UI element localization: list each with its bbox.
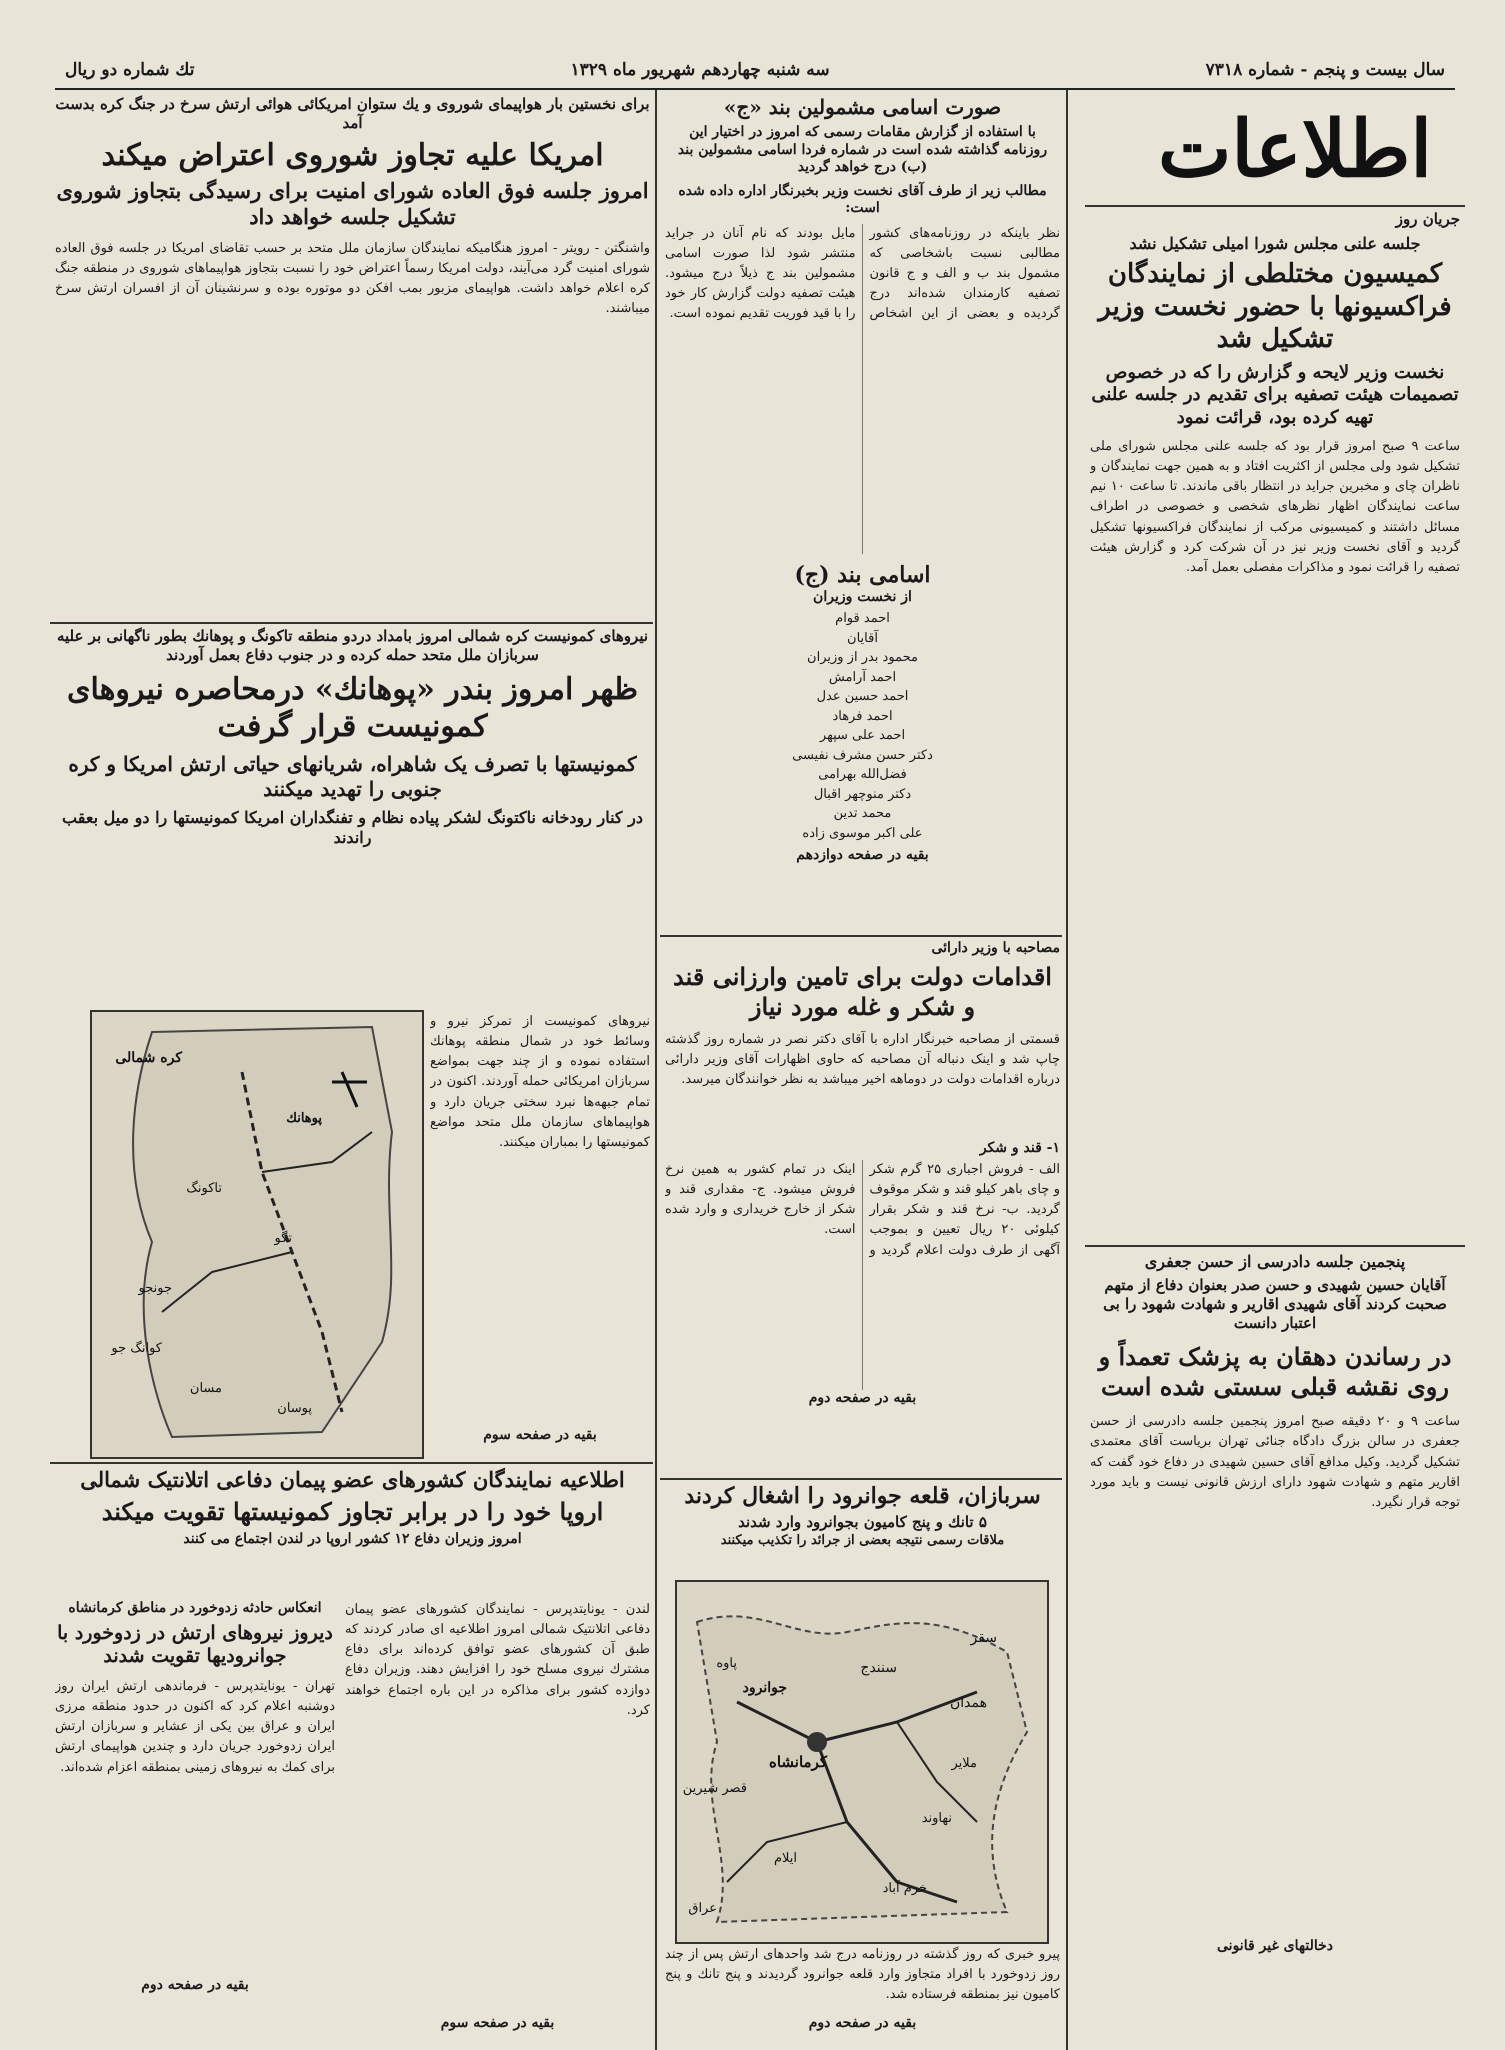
korea-war-story [55,627,650,1007]
interview-label: مصاحبه با وزیر دارائی [931,940,1060,956]
trial-body: ساعت ۹ و ۲۰ دقیقه صبح امروز پنجمین جلسه دادرسی از حسن جعفری در سالن بزرگ دادگاه جنائی تهران بریاست آقای معتمدی تشکیل گردید. وکیل مدافع آقای حسین شهیدی در دفاع خود گفت که اقاریر متهم و شهادت شهود دارای ارزش قانونی نیست و باید مورد توجه قرار نگیرد. [1090,1414,1460,1510]
trial-story [1090,1252,1460,2042]
headline: اطلاعیه نمایندگان کشورهای عضو پیمان دفاعی اتلانتیک شمالی [80,1467,625,1492]
interview-headline: اقدامات دولت برای تامین وارزانی قند و شکر و غله مورد نیاز [673,962,1052,1021]
column-rule [1066,90,1068,2050]
continuation-note: بقیه در صفحه دوم [808,2015,917,2031]
map-label: سقز [970,1630,997,1646]
list-item: فضل‌الله بهرامی [818,767,907,782]
subheadline: امروز جلسه فوق العاده شورای امنیت برای رسیدگی بتجاوز شوروی تشکیل جلسه خواهد داد [56,178,649,230]
header-bar [55,52,1455,90]
us-protest-story [55,95,650,620]
names-list-title: اسامی بند (ج) [794,561,931,588]
list-item: محمود بدر از وزیران [807,650,918,665]
map-label: تگو [274,1231,292,1246]
korea-war-body [430,1012,650,1455]
lead-story-majlis [1090,210,1460,1240]
purge-headline: صورت اسامی مشمولین بند «ج» [723,95,1002,119]
interview-body: الف - فروش اجباری ۲۵ گرم شکر و چای باهر کیلو قند و شکر موقوف گردید. ب- نرخ قند و شکر بقرار کیلوئی ۲۰ ریال تعیین و بموجب آگهی از طرف دولت اعلام گردید و اینک در تمام کشور به همین نرخ فروش میشود. ج- مقداری قند و شکر از خارج خریداری و وارد شده است. [665,1162,1060,1258]
map-label: پوهانك [286,1111,322,1126]
column-rule [655,90,657,2050]
article-body: واشنگتن - رویتر - امروز هنگامیکه نمایندگان سازمان ملل متحد بر حسب تقاضای امریکا در جلسه فوق العاده شورای امنیت گرد می‌آیند، دولت امریکا رسماً اعتراض خود را نسبت بتجاوز هواپیماهای شوروی در منطقه جنگ کره اعلام خواهد داشت. هواپیمای مزبور بمب افکن دو موتوره بوده و سرنشینان آن از افسران ارتش سرخ میباشند. [55,240,650,316]
subheadline: اروپا خود را در برابر تجاوز کمونیستها تقویت میکند [101,1497,604,1527]
map-label: قصر شیرین [682,1781,747,1796]
divider [660,1478,1062,1480]
purge-body: نظر باینکه در روزنامه‌های کشور مطالبی نسبت باشخاصی که مشمول بند ب و الف و ج قانون تصفیه کارمندان شده‌اند درج گردیده و بعضی از این اشخاص مایل بودند که نام آنان در جراید منتشر شود لذا صورت اسامی مشمولین بند ج ذیلاً درج میشود. هیئت تصفیه دولت گزارش کار خود را با قید فوریت تقدیم نموده است. [665,225,1060,322]
map-graphic [92,1012,422,1457]
map-label: کره شمالی [115,1050,182,1066]
list-item: دکتر حسن مشرف نفیسی [792,747,933,763]
map-label: خرم آباد [882,1881,927,1896]
map-label: سنندج [860,1660,897,1676]
subheadline: نخست وزیر لایحه و گزارش را که در خصوص تصمیمات هیئت تصفیه برای تقدیم در جلسه علنی تهیه کرده بود، قرائت نمود [1091,361,1459,428]
headline: انعکاس حادثه زدوخورد در مناطق کرمانشاه [68,1600,322,1616]
javanrud-subheadline-2: ملاقات رسمی نتیجه بعضی از جرائد را تکذیب میکنند [720,1533,1005,1549]
javanrud-story-header [665,1483,1060,1573]
article-body: نیروهای کمونیست از تمرکز نیرو و وسائط خود در شمال منطقه پوهانك استفاده نموده و از چند جهت بمواضع سربازان امریکائی حمله آوردند. اکنون در تمام جبهه‌ها نبرد سختی جریان دارد و هواپیماهای سازمان ملل متحد مواضع کمونیستها را بمباران میکنند. [430,1014,650,1150]
purge-lead: مطالب زیر از طرف آقای نخست وزیر بخبرنگار اداره داده شده است: [678,182,1047,216]
map-label: همدان [950,1695,987,1711]
divider [50,622,653,624]
headline: امریکا علیه تجاوز شوروی اعتراض میکند [101,137,604,173]
list-item: احمد علی سپهر [819,728,906,743]
interview-intro: قسمتی از مصاحبه خبرنگار اداره با آقای دکتر نصر در شماره روز گذشته چاپ شد و اینک دنباله آن مصاحبه که حاوی اظهارات آقای وزیر دارائی درباره اقدامات دولت در دوماهه اخیر میباشد به نظر خوانندگان میرسد. [665,1032,1060,1088]
map-label: تاکونگ [186,1181,222,1196]
list-item: احمد قوام [835,611,890,626]
continuation-note: بقیه در صفحه دوازدهم [796,847,929,863]
map-label: نهاوند [921,1811,952,1826]
map-label: کرمانشاه [768,1753,827,1771]
kermanshah-map [675,1580,1049,1944]
kicker: نیروهای کمونیست کره شمالی امروز بامداد دردو منطقه تاکونگ و پوهانك بطور ناگهانی بر علیه سربازان ملل متحد حمله کرده و در جنوب دفاع بعمل آوردند [56,627,649,664]
interview-item-title: ۱- قند و شکر [979,1140,1060,1156]
names-list [665,609,1060,843]
article-body: ساعت ۹ صبح امروز قرار بود که جلسه علنی مجلس شورای ملی تشکیل شود ولی مجلس از اکثریت افتاد و به همین جهت نمایندگان و ناظران چای و مخبرین جراید در انتظار باقی ماندند. تا ساعت ۱۰ نیم ساعت نمایندگان اظهار نظرهای شخصی و خصوصی در اطراف مسائل داشتند و کمیسیونی مرکب از نمایندگان فراکسیونها تشکیل گردید و آقای نخست وزیر نیز در آن شرکت کرد و گزارش هیئت تصفیه را قرائت نمود و مذاکرات مفصلی بعمل آمد. [1090,439,1460,575]
map-graphic [677,1582,1047,1942]
nato-body [345,1600,650,2045]
javanrud-subheadline: ۵ تانك و پنج کامیون بجوانرود وارد شدند [738,1512,987,1531]
map-label: پاوه [716,1656,737,1671]
headline: ظهر امروز بندر «پوهانك» درمحاصره نیروهای کمونیست قرار گرفت [66,671,639,744]
issue-number: سال بیست و پنجم - شماره ۷۳۱۸ [1205,60,1445,80]
subheadline: کمونیستها با تصرف یک شاهراه، شریانهای حیاتی ارتش امریکا و کره جنوبی را تهدید میکنند [68,751,637,801]
article-body: لندن - یونایتدپرس - نمایندگان کشورهای عضو پیمان دفاعی اتلانتیک شمالی امروز اطلاعیه ای صادر کردند که طبق آن کشورهای عضو توافق کرده‌اند برای دفاع مشترك نیروی مسلح خود را افزایش دهند. وزیران دفاع دوازده کشور برای مذاکره در این باره اجتماع خواهند کرد. [345,1602,650,1718]
divider [1085,1245,1465,1247]
map-label: جونجو [138,1281,172,1296]
issue-date: سه شنبه چهاردهم شهریور ماه ۱۳۲۹ [570,60,830,80]
divider [50,1462,653,1464]
kicker: برای نخستین بار هواپیمای شوروی و یك ستوان امریکائی هوائی ارتش سرخ در جنگ کره بدست آمد [55,95,650,132]
list-item: محمد تدین [833,806,892,821]
subheadline-2: امروز وزیران دفاع ۱۲ کشور اروپا در لندن اجتماع می کنند [183,1531,522,1548]
map-label: مسان [189,1381,222,1396]
javanrud-headline: سربازان، قلعه جوانرود را اشغال کردند [684,1483,1041,1509]
kicker: جلسه علنی مجلس شورا امیلی تشکیل نشد [1129,234,1421,253]
section-label: جریان روز [1395,210,1460,228]
list-item: دکتر منوچهر اقبال [813,786,912,802]
map-label: ملایر [951,1756,977,1771]
purge-subheadline: با استفاده از گزارش مقامات رسمی که امروز در اختیار این روزنامه گذاشته شده است در شماره فردا اسامی مشمولین بند (ب) درج خواهد گردید [677,124,1048,175]
map-label: جوانرود [742,1680,787,1696]
names-list-subtitle: از نخست وزیران [813,589,912,605]
list-item: احمد حسین عدل [816,689,909,704]
map-label: پوسان [277,1401,312,1416]
kermanshah-story [55,1600,335,2045]
list-item: علی اکبر موسوی زاده [802,825,923,841]
list-item: احمد فرهاد [832,708,893,724]
divider [1085,205,1465,207]
purge-list-story [665,95,1060,935]
divider [660,935,1062,937]
headline: کمیسیون مختلطی از نمایندگان فراکسیونها با حضور نخست وزیر تشکیل شد [1098,259,1452,354]
korea-map [90,1010,424,1459]
article-body: پیرو خبری که روز گذشته در روزنامه درج شد واحدهای ارتش پس از چند روز زدوخورد با افراد متجاوز وارد قلعه جوانرود گردیدند و پنج تانك و پنج کامیون نیز بمنطقه فرستاده شد. [665,1947,1060,2003]
masthead-logo: اطلاعات [1157,104,1433,195]
finance-interview [665,940,1060,1475]
continuation-note: بقیه در صفحه دوم [141,1977,249,1993]
list-item: احمد آرامش [828,669,897,685]
map-label: ایلام [773,1851,797,1866]
article-body: تهران - یونایتدپرس - فرماندهی ارتش ایران روز دوشنبه اعلام کرد که اکنون در حدود منطقه مرزی ایران و عراق بین یکی از عشایر و سربازان ارتش ایران زدوخورد جریان دارد و چندین هواپیمای ارتش برای کمك به نیروهای زمینی بمنطقه اعزام شده‌اند. [55,1679,335,1775]
list-item: آقایان [847,630,878,646]
trial-subheadline: آقایان حسین شهیدی و حسن صدر بعنوان دفاع از متهم صحبت کردند آقای شهیدی اقاریر و شهادت شهود را بی اعتبار دانست [1103,1276,1447,1332]
continuation-note: بقیه در صفحه سوم [440,2015,555,2031]
continuation-note: بقیه در صفحه سوم [483,1427,597,1443]
continuation-note: بقیه در صفحه دوم [808,1390,917,1406]
trial-headline: پنجمین جلسه دادرسی از حسن جعفری [1144,1252,1406,1271]
map-label: کوانگ جو [111,1341,162,1356]
issue-price: تك شماره دو ریال [65,60,195,80]
trial-title: در رساندن دهقان به پزشک تعمداً و روی نقشه قبلی سستی شده است [1098,1342,1452,1402]
javanrud-body [665,1945,1060,2040]
trial-footer: دخالتهای غیر قانونی [1217,1938,1333,1955]
map-label: عراق [688,1901,717,1916]
subheadline-2: در کنار رودخانه ناکتونگ لشکر پیاده نظام و تفنگداران امریکا کمونیستها را دو میل بعقب راندند [62,807,643,847]
subheadline: دیروز نیروهای ارتش در زدوخورد با جوانرودیها تقویت شدند [57,1621,333,1668]
